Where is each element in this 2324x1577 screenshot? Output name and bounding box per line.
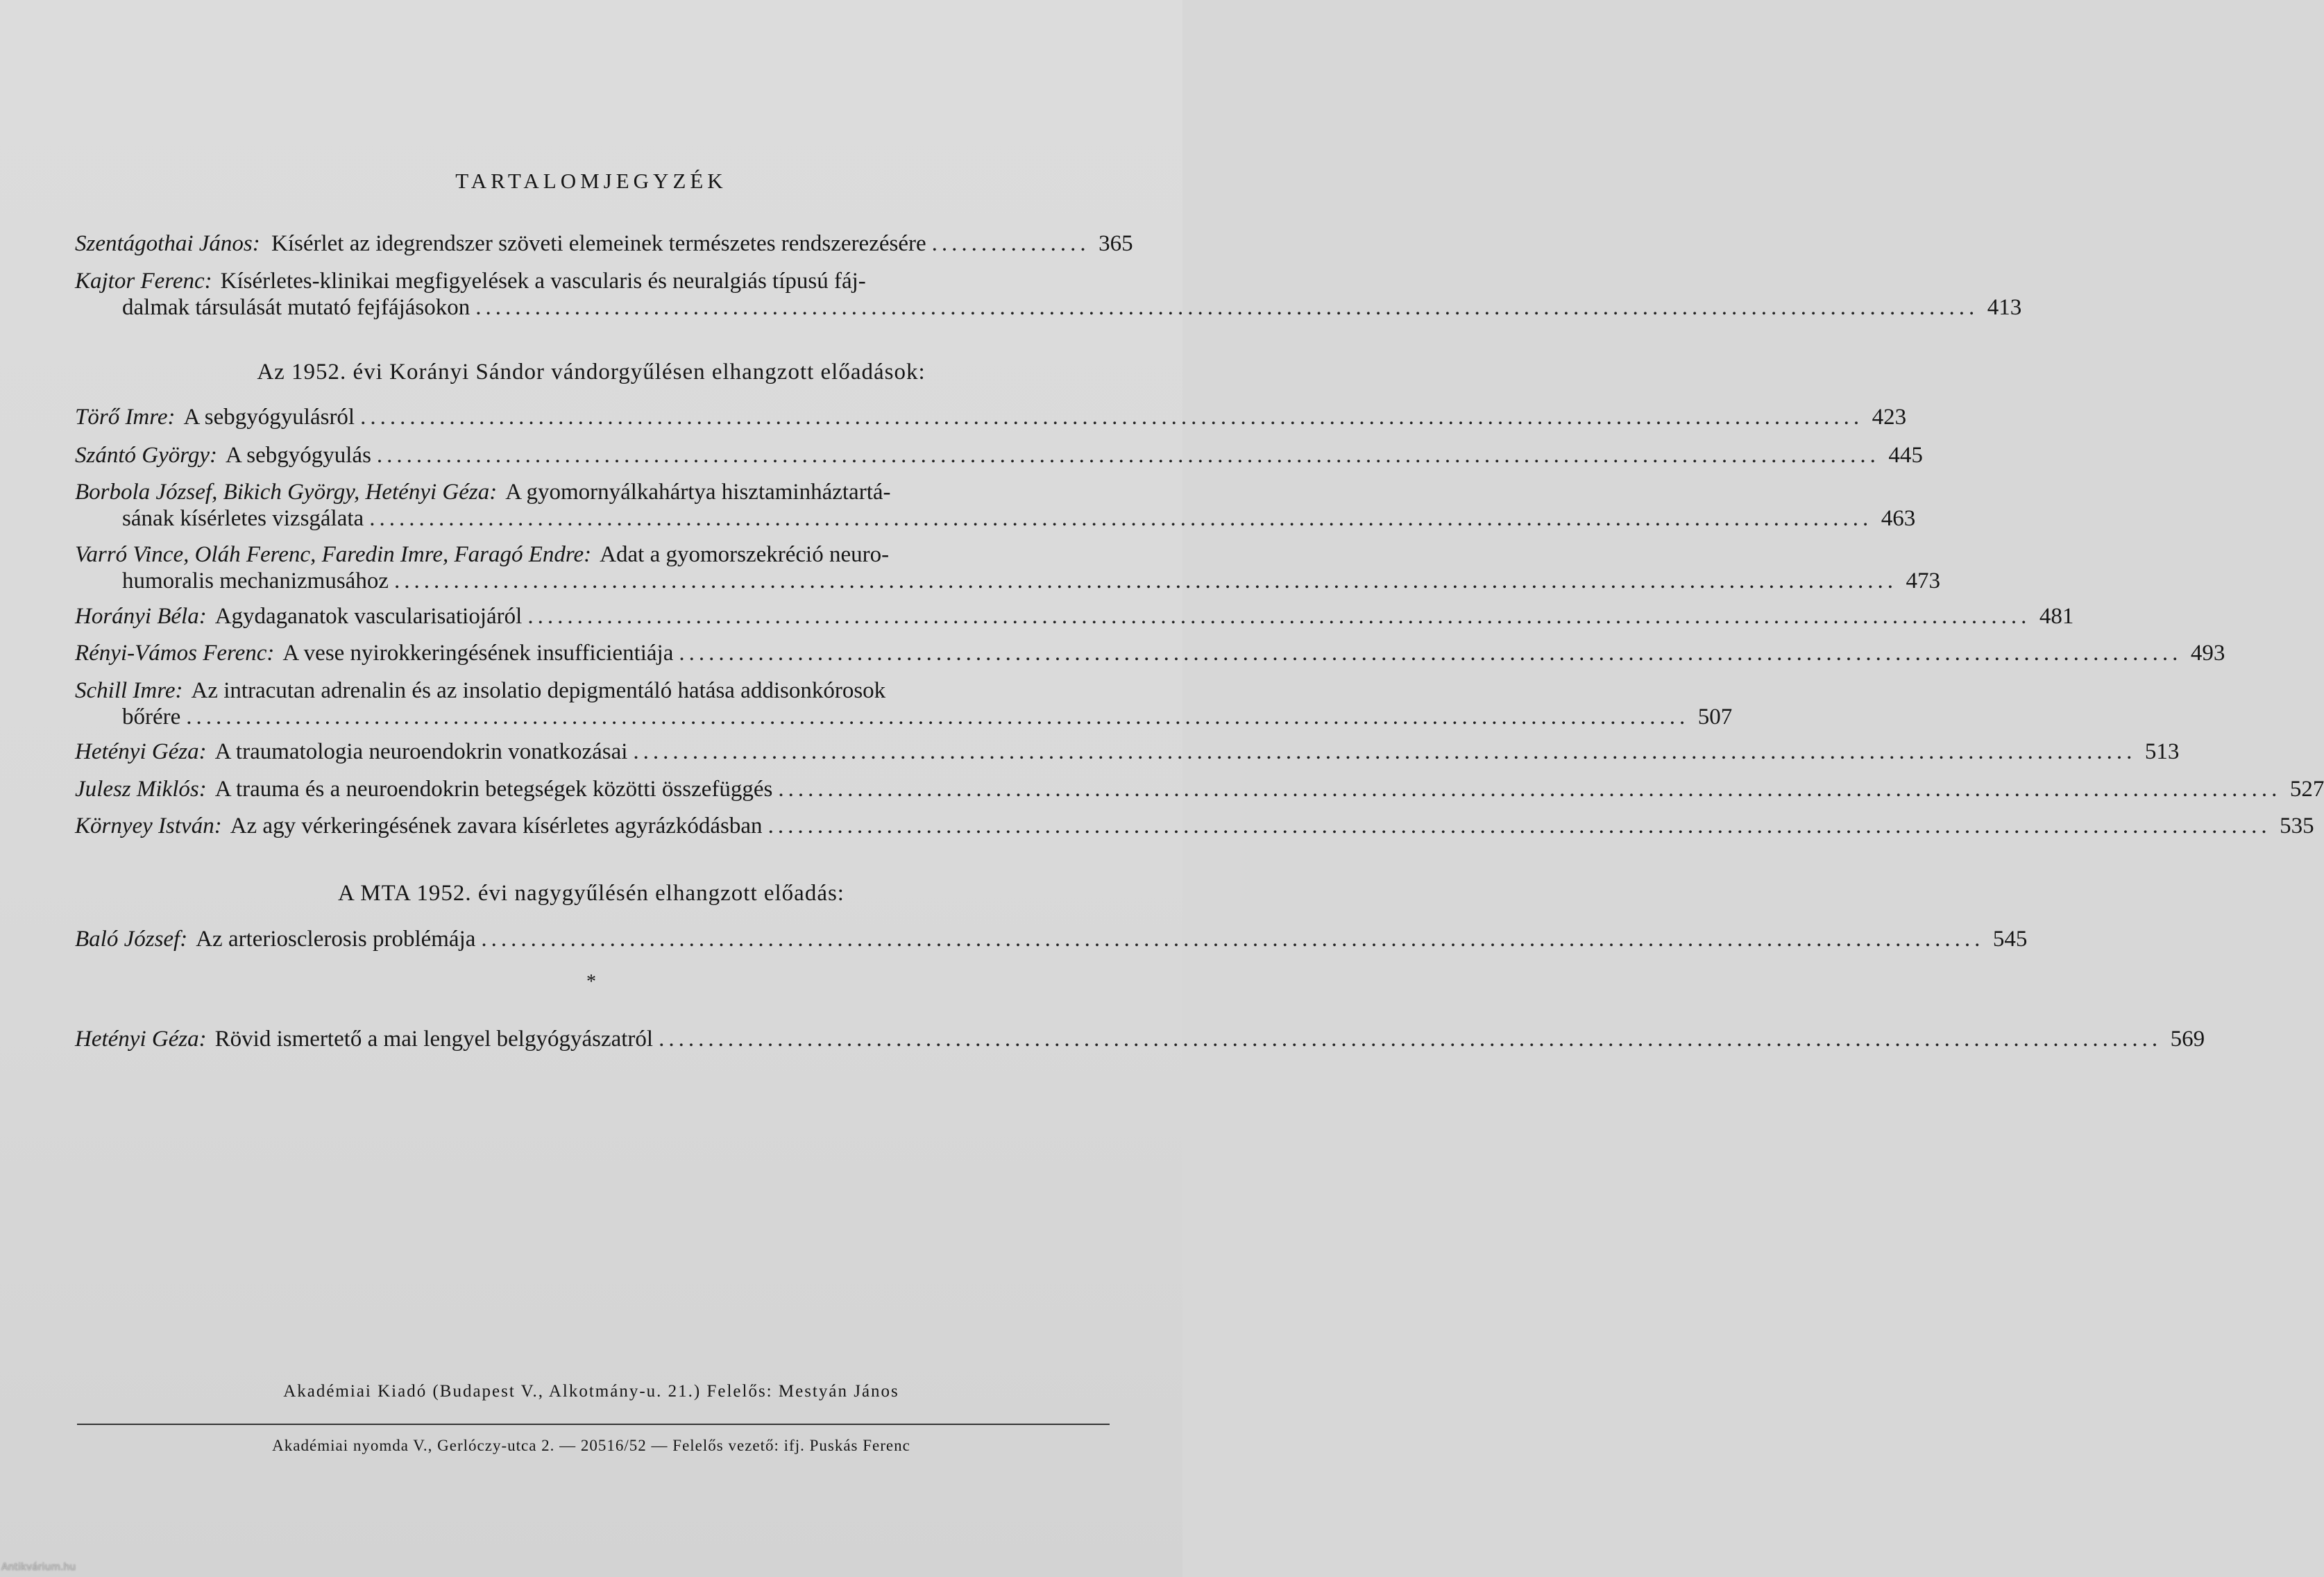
entry-title: Az arteriosclerosis problémája — [196, 927, 476, 952]
leader-dots: ........................................................................................................................................................ — [778, 777, 2282, 802]
entry-author: Környey István: — [75, 813, 222, 838]
entry-title-line-2: dalmak társulását mutató fejfájásokon — [122, 295, 470, 320]
toc-entry — [75, 640, 2225, 666]
entry-title: Agydaganatok vascularisatiojáról — [214, 604, 523, 629]
entry-page: 507 — [1697, 705, 1733, 730]
entry-title-line-1: A gyomornyálkahártya hisztaminháztartá- — [505, 480, 891, 505]
entry-author: Törő Imre: — [75, 405, 176, 430]
imprint-divider — [77, 1424, 1110, 1425]
entry-page: 481 — [2039, 604, 2074, 629]
publisher-imprint: Akadémiai Kiadó (Budapest V., Alkotmány-u. 21.) Felelős: Mestyán János — [283, 1382, 899, 1401]
entry-author: Kajtor Ferenc: — [75, 269, 212, 294]
entry-title-line-1: Adat a gyomorszekréció neuro- — [600, 542, 890, 567]
toc-entry — [75, 479, 1916, 532]
entry-page: 473 — [1906, 568, 1940, 593]
entry-author: Julesz Miklós: — [75, 777, 207, 802]
entry-title-line-2: humoralis mechanizmusához — [122, 568, 389, 593]
toc-entry — [75, 1026, 2205, 1052]
toc-entry — [75, 442, 1923, 469]
entry-author: Szántó György: — [75, 443, 217, 468]
toc-entry — [75, 739, 2180, 765]
toc-entry — [75, 813, 2314, 839]
leader-dots: ........................................................................................................................................................ — [393, 568, 1897, 593]
entry-author: Borbola József, Bikich György, Hetényi Géza: — [75, 480, 498, 505]
entry-page: 569 — [2170, 1027, 2205, 1052]
entry-title: Kísérlet az idegrendszer szöveti elemeinek természetes rendszerezésére — [271, 231, 926, 256]
entry-title: Rövid ismertető a mai lengyel belgyógyászatról — [214, 1027, 654, 1052]
entry-title: A sebgyógyulásról — [183, 405, 355, 430]
entry-title: A traumatologia neuroendokrin vonatkozásai — [214, 739, 628, 764]
leader-dots: ........................................................................................................................................................ — [186, 705, 1690, 730]
leader-dots: ........................................................................................................................................................ — [376, 443, 1880, 468]
leader-dots: ........................................................................................................................................................ — [767, 813, 2271, 838]
entry-title: A vese nyirokkeringésének insufficientiája — [282, 641, 674, 666]
entry-page: 493 — [2190, 641, 2225, 666]
entry-title: A trauma és a neuroendokrin betegségek közötti összefüggés — [214, 777, 773, 802]
toc-title: TARTALOMJEGYZÉK — [455, 169, 727, 193]
entry-page: 423 — [1872, 405, 1907, 430]
entry-author: Horányi Béla: — [75, 604, 207, 629]
section-heading: Az 1952. évi Korányi Sándor vándorgyűlésen elhangzott előadások: — [257, 360, 926, 385]
toc-entry — [75, 603, 2074, 630]
entry-page: 413 — [1987, 295, 2022, 320]
entry-page: 535 — [2280, 813, 2314, 838]
entry-author: Szentágothai János: — [75, 231, 260, 256]
entry-author: Hetényi Géza: — [75, 739, 207, 764]
entry-author: Hetényi Géza: — [75, 1027, 207, 1052]
watermark: Antikvárium.hu — [1, 1562, 76, 1573]
entry-author: Baló József: — [75, 927, 188, 952]
section-heading: A MTA 1952. évi nagygyűlésén elhangzott előadás: — [338, 881, 845, 906]
entry-title-line-1: Az intracutan adrenalin és az insolatio depigmentáló hatása addisonkórosok — [191, 678, 886, 703]
leader-dots: ........................................................................................................................................................ — [360, 405, 1864, 430]
toc-entry — [75, 776, 2324, 802]
leader-dots: ........................................................................................................................................................ — [659, 1027, 2162, 1052]
entry-title: Az agy vérkeringésének zavara kísérletes agyrázkódásban — [230, 813, 763, 838]
entry-author: Schill Imre: — [75, 678, 183, 703]
toc-entry — [75, 230, 1133, 257]
entry-page: 463 — [1881, 506, 1916, 531]
leader-dots: ........................................................................................................................................................ — [475, 295, 1979, 320]
entry-page: 365 — [1099, 231, 1133, 256]
leader-dots: ........................................................................................................................................................ — [527, 604, 2031, 629]
toc-entry — [75, 268, 2022, 321]
entry-title-line-2: sának kísérletes vizsgálata — [122, 506, 364, 531]
printer-imprint: Akadémiai nyomda V., Gerlóczy-utca 2. — 20516/52 — Felelős vezető: ifj. Puskás Ferenc — [272, 1437, 910, 1454]
entry-title-line-1: Kísérletes-klinikai megfigyelések a vascularis és neuralgiás típusú fáj- — [220, 269, 866, 294]
leader-dots: ........................................................................................................................................................ — [633, 739, 2137, 764]
entry-title: A sebgyógyulás — [226, 443, 371, 468]
entry-page: 545 — [1992, 927, 2028, 952]
toc-entry — [75, 926, 2028, 952]
leader-dots: ........................................................................................................................................................ — [481, 927, 1985, 952]
entry-page: 513 — [2144, 739, 2180, 764]
toc-entry — [75, 677, 1733, 730]
entry-page: 527 — [2289, 777, 2324, 802]
entry-author: Varró Vince, Oláh Ferenc, Faredin Imre, Faragó Endre: — [75, 542, 592, 567]
leader-dots: ........................................................................................................................................................ — [679, 641, 2182, 666]
entry-title-line-2: bőrére — [122, 705, 181, 730]
leader-dots: ................ — [931, 231, 1090, 256]
entry-page: 445 — [1888, 443, 1923, 468]
toc-entry — [75, 404, 1907, 430]
entry-author: Rényi-Vámos Ferenc: — [75, 641, 275, 666]
separator-star: * — [586, 971, 596, 993]
toc-entry — [75, 541, 1940, 594]
leader-dots: ........................................................................................................................................................ — [369, 506, 1873, 531]
